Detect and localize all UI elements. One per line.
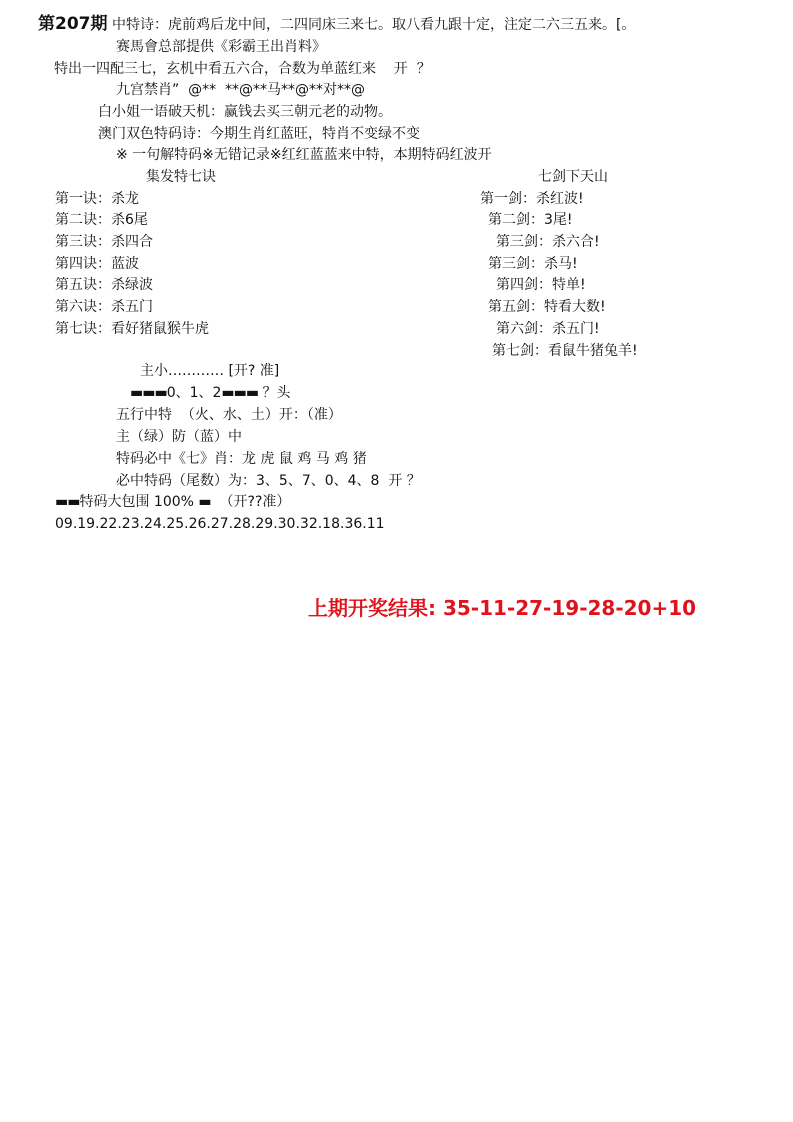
- black-bar-decoration: ▬▬: [55, 494, 80, 510]
- right-item: 第五剑：特看大数!: [488, 299, 606, 315]
- line-5: 白小姐一语破天机：赢钱去买三朝元老的动物。: [98, 104, 392, 120]
- left-item: 第二诀：杀6尾: [55, 212, 148, 228]
- issue-number: 第207期: [38, 14, 108, 34]
- right-item: 第六剑：杀五门!: [496, 321, 600, 337]
- left-item: 第五诀：杀绿波: [55, 277, 153, 293]
- black-bar-decoration: ▬▬▬: [221, 385, 259, 401]
- zhu-fang: 主（绿）防（蓝）中: [116, 429, 242, 445]
- right-title: 七剑下天山: [538, 169, 608, 185]
- line-7: ※ 一句解特码※无错记录※红红蓝蓝来中特，本期特码红波开: [116, 147, 492, 163]
- line-6: 澳门双色特码诗：今期生肖红蓝旺，特肖不变绿不变: [98, 126, 420, 142]
- left-item: 第六诀：杀五门: [55, 299, 153, 315]
- black-bar-decoration: ▬▬▬: [130, 385, 167, 401]
- tou-digits: 0、1、2: [166, 385, 222, 401]
- baowei-text: 特码大包围 100%: [79, 494, 199, 510]
- left-item: 第三诀：杀四合: [55, 234, 153, 250]
- wuxing: 五行中特 （火、水、土）开：（准）: [116, 407, 342, 423]
- right-item: 第二剑：3尾!: [488, 212, 573, 228]
- provider: 赛馬會总部提供《彩霸王出肖料》: [116, 39, 326, 55]
- tou-suffix: ？头: [258, 385, 291, 401]
- right-item: 第三剑：杀马!: [488, 256, 578, 272]
- line-4: 九宫禁肖” @** **@**马**@**对**@: [116, 82, 366, 98]
- black-bar-decoration: ▬: [198, 494, 211, 510]
- tou-line: [130, 384, 291, 402]
- left-item: 第四诀：蓝波: [55, 256, 139, 272]
- left-item: 第一诀：杀龙: [55, 191, 139, 207]
- right-item: 第四剑：特单!: [496, 277, 586, 293]
- number-list: 09.19.22.23.24.25.26.27.28.29.30.32.18.36.11: [55, 516, 385, 532]
- poem: 中特诗：虎前鸡后龙中间，二四同床三来七。取八看九跟十定，注定二六三五来。[。: [111, 17, 636, 33]
- left-title: 集发特七诀: [146, 169, 216, 185]
- right-item: 第七剑：看鼠牛猪兔羊!: [492, 343, 638, 359]
- header-line: [38, 15, 635, 34]
- last-result: 上期开奖结果: 35-11-27-19-28-20+10: [308, 596, 697, 620]
- line-3: 特出一四配三七，玄机中看五六合，合数为单蓝红来 开 ？: [54, 61, 431, 77]
- right-item: 第三剑：杀六合!: [496, 234, 600, 250]
- right-item: 第一剑：杀红波!: [480, 191, 584, 207]
- weishu: 必中特码（尾数）为：3、5、7、0、4、8 开 ？: [116, 473, 421, 489]
- baowei-line: [55, 493, 290, 511]
- left-item: 第七诀：看好猪鼠猴牛虎: [55, 321, 209, 337]
- zhu-xiao: 主小………… [开? 准]: [140, 363, 280, 379]
- baowei-end: （开??准）: [210, 494, 291, 510]
- qi-xiao: 特码必中《七》肖：龙 虎 鼠 鸡 马 鸡 猪: [116, 451, 367, 467]
